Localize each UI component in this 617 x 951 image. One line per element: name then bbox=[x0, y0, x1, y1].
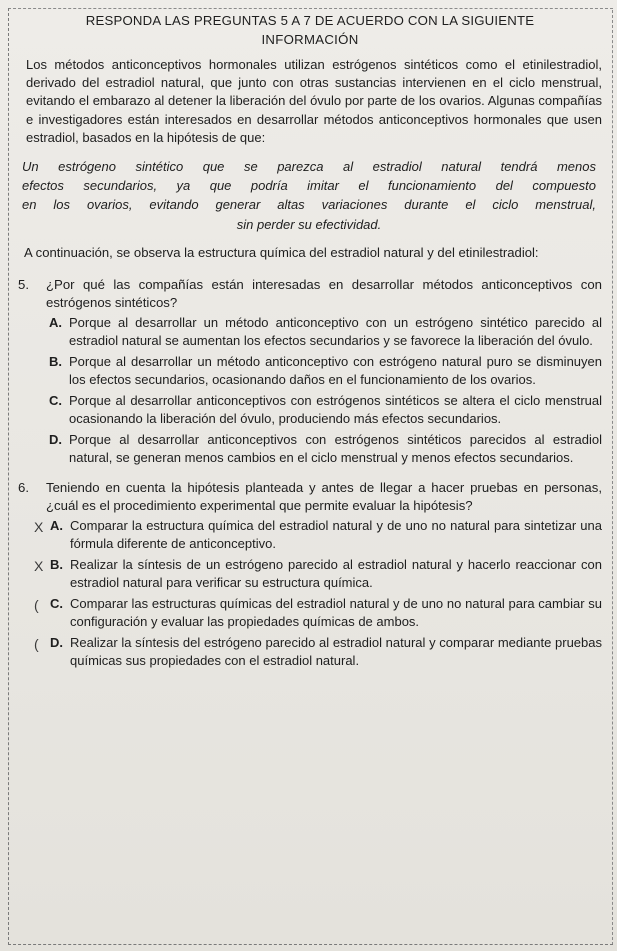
option-text: Porque al desarrollar anticonceptivos con estrógenos sintéticos se altera el ciclo menstrual ocasionando la liberación del óvulo, produciendo más efectos secundarios. bbox=[69, 393, 602, 427]
answer-option-b[interactable] bbox=[18, 556, 602, 592]
option-letter: D. bbox=[49, 432, 62, 448]
answer-option-d[interactable] bbox=[18, 431, 602, 467]
option-text: Comparar las estructuras químicas del estradiol natural y de uno no natural para cambiar su configuración y evaluar las propiedades químicas de ambos. bbox=[70, 596, 602, 630]
question-stem bbox=[18, 276, 602, 312]
handwritten-mark: ( bbox=[34, 636, 39, 653]
answer-option-d[interactable] bbox=[18, 634, 602, 670]
cut-line-bottom bbox=[8, 944, 613, 945]
question-number: 5. bbox=[18, 277, 29, 293]
question-text: Teniendo en cuenta la hipótesis planteada y antes de llegar a hacer pruebas en personas, ¿cuál es el procedimiento experimental que permite evaluar la hipótesis? bbox=[46, 480, 602, 514]
answer-option-a[interactable] bbox=[18, 517, 602, 553]
cut-line-right bbox=[612, 10, 613, 945]
answer-option-b[interactable] bbox=[18, 353, 602, 389]
handwritten-mark: ( bbox=[34, 597, 39, 614]
question-stem bbox=[18, 479, 602, 515]
handwritten-mark: X bbox=[34, 519, 44, 536]
option-letter: B. bbox=[50, 557, 63, 573]
answer-option-a[interactable] bbox=[18, 314, 602, 350]
intro-paragraph: Los métodos anticonceptivos hormonales utilizan estrógenos sintéticos como el etinilestradiol, derivado del estradiol natural, que junto con otras sustancias intervienen en el ciclo menstrual, evitando el embarazo al detener la liberación del óvulo por parte de los ovarios. Algunas compañías e investigadores están interesados en desarrollar métodos anticonceptivos hormonales que usen estradiol, basados en la hipótesis de que: bbox=[26, 57, 602, 145]
handwritten-mark: X bbox=[34, 558, 44, 575]
section-subtitle: INFORMACIÓN bbox=[261, 32, 359, 47]
continuation-paragraph: A continuación, se observa la estructura química del estradiol natural y del etinilestradiol: bbox=[24, 244, 539, 260]
option-text: Realizar la síntesis del estrógeno parecido al estradiol natural y comparar mediante pruebas químicas sus propiedades con el estradiol natural. bbox=[70, 635, 602, 669]
hypothesis-line: efectos secundarios, ya que podría imitar el funcionamiento del compuesto bbox=[22, 178, 596, 194]
option-letter: A. bbox=[50, 518, 63, 534]
hypothesis-block bbox=[22, 157, 596, 234]
answer-options bbox=[18, 314, 602, 467]
option-text: Porque al desarrollar anticonceptivos con estrógenos sintéticos parecidos al estradiol natural, se generan menos cambios en el ciclo menstrual y menos efectos secundarios. bbox=[69, 432, 602, 466]
section-title: RESPONDA LAS PREGUNTAS 5 A 7 DE ACUERDO CON LA SIGUIENTE bbox=[85, 13, 535, 28]
option-letter: C. bbox=[49, 393, 62, 409]
worksheet-content bbox=[18, 12, 602, 682]
answer-option-c[interactable] bbox=[18, 595, 602, 631]
hypothesis-line: sin perder su efectividad. bbox=[236, 216, 382, 232]
answer-options bbox=[18, 517, 602, 670]
hypothesis-line: Un estrógeno sintético que se parezca al estradiol natural tendrá menos bbox=[22, 159, 596, 175]
question-text: ¿Por qué las compañías están interesadas en desarrollar métodos anticonceptivos con estrógenos sintéticos? bbox=[46, 277, 602, 311]
option-letter: D. bbox=[50, 635, 63, 651]
cut-line-top bbox=[8, 8, 613, 9]
hypothesis-line: en los ovarios, evitando generar altas variaciones durante el ciclo menstrual, bbox=[22, 197, 596, 213]
question-5 bbox=[18, 276, 602, 467]
option-letter: C. bbox=[50, 596, 63, 612]
option-letter: B. bbox=[49, 354, 62, 370]
cut-line-left bbox=[8, 8, 9, 945]
question-6 bbox=[18, 479, 602, 670]
answer-option-c[interactable] bbox=[18, 392, 602, 428]
option-text: Realizar la síntesis de un estrógeno parecido al estradiol natural y hacerlo reaccionar con estradiol natural para verificar su estructura química. bbox=[70, 557, 602, 591]
option-text: Porque al desarrollar un método anticonceptivo con un estrógeno sintético parecido al estradiol natural se aumentan los efectos secundarios y se favorece la liberación del óvulo. bbox=[69, 315, 602, 349]
question-number: 6. bbox=[18, 480, 29, 496]
option-letter: A. bbox=[49, 315, 62, 331]
option-text: Comparar la estructura química del estradiol natural y de uno no natural para sintetizar una fórmula diferente de anticonceptivo. bbox=[70, 518, 602, 552]
option-text: Porque al desarrollar un método anticonceptivo con estrógeno natural puro se disminuyen los efectos secundarios, ocasionando daños en el funcionamiento de los ovarios. bbox=[69, 354, 602, 388]
